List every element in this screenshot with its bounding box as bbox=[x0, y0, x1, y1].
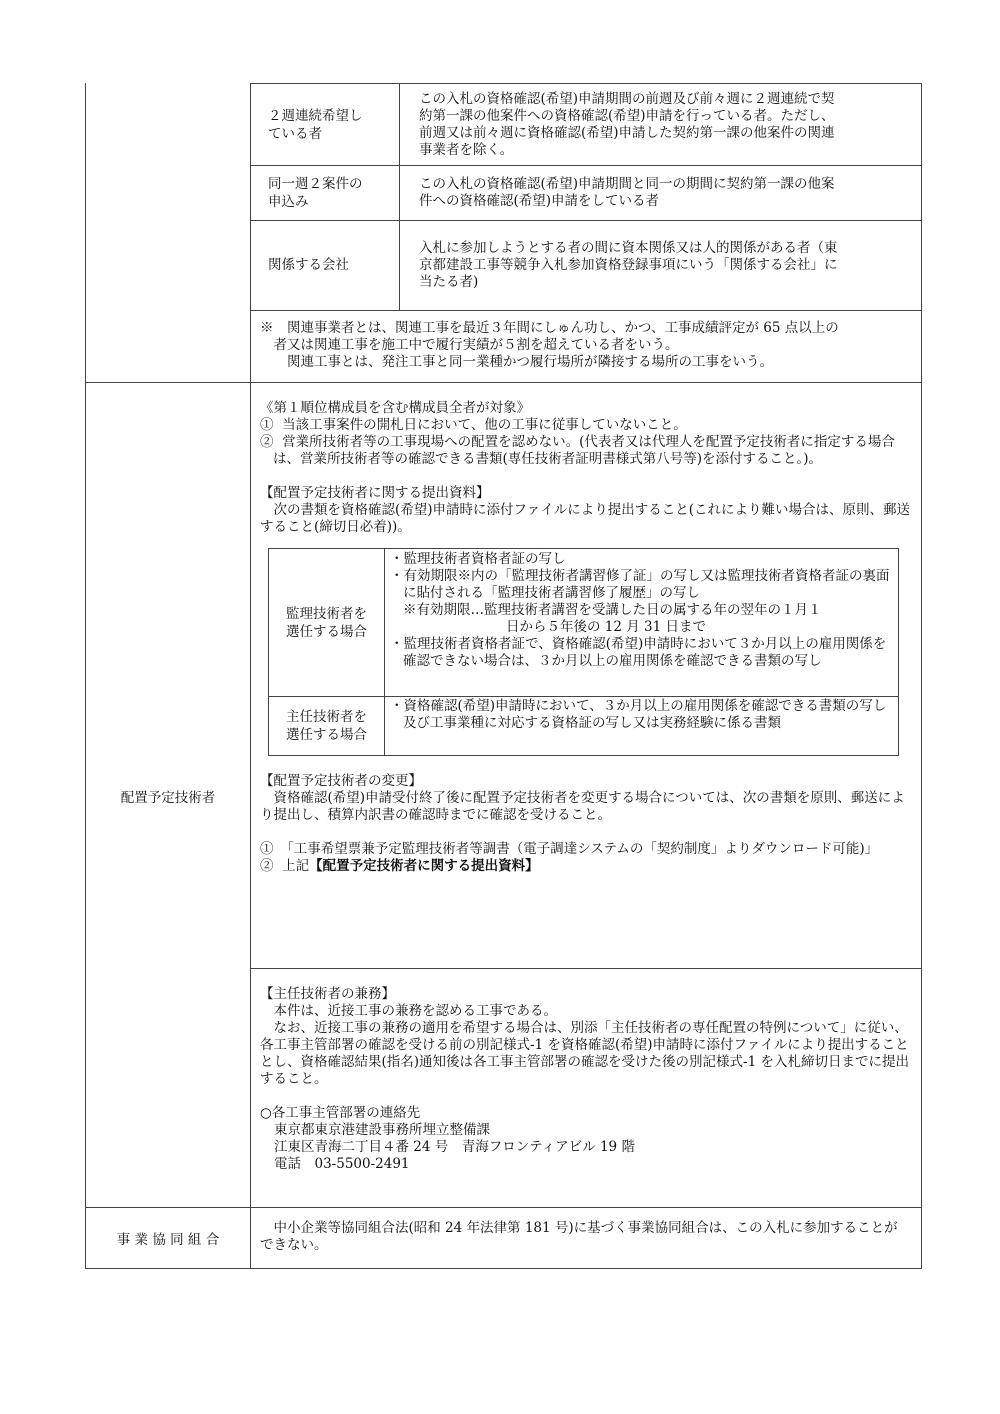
content-line: 入札に参加しようとする者の間に資本関係又は人的関係がある者（東 bbox=[419, 239, 838, 256]
row-content-related-company bbox=[399, 220, 922, 311]
inner-item-note: ※有効期限…監理技術者講習を受講した日の属する年の翌年の１月１ bbox=[403, 602, 822, 618]
requirement-item-2: ② 営業所技術者等の工事現場への配置を認めない。(代表者又は代理人を配置予定技術者に指定する場合は、営業所技術者等の確認できる書類(専任技術者証明書様式第八号等)を添付すること。)。 bbox=[260, 434, 895, 467]
inner-label-text: 主任技術者を 選任する場合 bbox=[286, 708, 367, 743]
docs-heading: 【配置予定技術者に関する提出資料】 bbox=[260, 485, 490, 501]
row-label-text: 同一週２案件の 申込み bbox=[268, 175, 363, 210]
change-item-2-prefix: ② 上記 bbox=[260, 858, 310, 874]
docs-text: 次の書類を資格確認(希望)申請時に添付ファイルにより提出すること(これにより難い場合は、原則、郵送すること(締切日必着))。 bbox=[260, 502, 911, 535]
content-line: 前週又は前々週に資格確認(希望)申請した契約第一課の他案件の関連 bbox=[419, 124, 835, 141]
section-label-cooperative bbox=[85, 1207, 251, 1269]
inner-item: ・監理技術者資格者証で、資格確認(希望)申請時において３か月以上の雇用関係を確認できない場合は、３か月以上の雇用関係を確認できる書類の写し bbox=[390, 636, 887, 669]
row-label-two-week bbox=[250, 83, 400, 166]
related-business-note bbox=[250, 310, 922, 383]
contact-line: 電話 03-5500-2491 bbox=[274, 1156, 410, 1172]
intro-text: 《第１順位構成員を含む構成員全者が対象》 bbox=[260, 400, 530, 416]
inner-label-chief bbox=[269, 696, 385, 755]
row-label-text: 関係する会社 bbox=[268, 257, 349, 273]
row-content-two-week bbox=[399, 83, 922, 166]
row-label-text: ２週連続希望し ている者 bbox=[268, 107, 363, 142]
contact-line: 東京都東京港建設事務所埋立整備課 bbox=[274, 1122, 490, 1138]
content-line: 当たる者) bbox=[419, 273, 479, 290]
inner-docs-table bbox=[268, 548, 899, 756]
cooperative-content-cell bbox=[250, 1207, 922, 1269]
technician-concurrent-cell bbox=[250, 968, 922, 1208]
concurrent-heading: 【主任技術者の兼務】 bbox=[260, 986, 395, 1002]
note-line: 者又は関連工事を施工中で履行実績が５割を超えている者をいう。 bbox=[260, 337, 679, 353]
row-label-same-week bbox=[250, 165, 400, 221]
concurrent-line: 本件は、近接工事の兼務を認める工事である。 bbox=[260, 1003, 557, 1019]
section-label-text: 事 業 協 同 組 合 bbox=[116, 1232, 220, 1248]
section1-left-cell bbox=[85, 83, 251, 383]
note-line: 関連工事とは、発注工事と同一業種かつ履行場所が隣接する場所の工事をいう。 bbox=[260, 354, 773, 370]
change-item-1: ① 「工事希望票兼予定監理技術者等調書（電子調達システムの「契約制度」よりダウンロード可能)」 bbox=[260, 841, 879, 857]
contact-heading: ○各工事主管部署の連絡先 bbox=[260, 1105, 421, 1121]
row-content-same-week bbox=[399, 165, 922, 221]
inner-label-text: 監理技術者を 選任する場合 bbox=[286, 605, 367, 640]
content-line: 約第一課の他案件への資格確認(希望)申請を行っている者。ただし、 bbox=[419, 107, 835, 124]
inner-content-chief bbox=[384, 696, 898, 755]
technician-main-cell bbox=[250, 382, 922, 969]
note-line: ※ 関連事業者とは、関連工事を最近３年間にしゅん功し、かつ、工事成績評定が 65 点以上の bbox=[260, 320, 839, 336]
inner-item: ・監理技術者資格者証の写し bbox=[390, 551, 566, 567]
row-label-related-company bbox=[250, 220, 400, 311]
change-item-2 bbox=[260, 858, 911, 875]
contact-line: 江東区青海二丁目４番 24 号 青海フロンティアビル 19 階 bbox=[274, 1139, 635, 1155]
cooperative-text: 中小企業等協同組合法(昭和 24 年法律第 181 号)に基づく事業協同組合は、この入札に参加することができない。 bbox=[260, 1220, 898, 1253]
change-text: 資格確認(希望)申請受付終了後に配置予定技術者を変更する場合については、次の書類を原則、郵送により提出し、積算内訳書の確認時までに確認を受けること。 bbox=[260, 790, 905, 823]
document-table bbox=[85, 83, 922, 1269]
requirement-item-1: ① 当該工事案件の開札日において、他の工事に従事していないこと。 bbox=[260, 417, 687, 433]
content-line: 京都建設工事等競争入札参加資格登録事項にいう「関係する会社」に bbox=[419, 256, 838, 273]
inner-item: ・有効期限※内の「監理技術者講習修了証」の写し又は監理技術者資格者証の裏面に貼付される「監理技術者講習修了履歴」の写し bbox=[390, 568, 890, 601]
section-label-technician bbox=[85, 382, 251, 1208]
content-line: 件への資格確認(希望)申請をしている者 bbox=[419, 192, 660, 209]
change-item-2-ref: 【配置予定技術者に関する提出資料】 bbox=[309, 858, 539, 874]
inner-content-supervising bbox=[384, 549, 898, 697]
concurrent-text: なお、近接工事の兼務の適用を希望する場合は、別添「主任技術者の専任配置の特例について」に従い、各工事主管部署の確認を受ける前の別記様式-1 を資格確認(希望)申請時に添付ファイルにより提出することとし、資格確認結果(指名)通知後は各工事主管部署の確認を受けた後の別記様式-1 を入札締切日までに提出すること。 bbox=[260, 1020, 909, 1087]
section-label-text: 配置予定技術者 bbox=[120, 789, 216, 806]
inner-label-supervising bbox=[269, 549, 385, 697]
content-line: この入札の資格確認(希望)申請期間と同一の期間に契約第一課の他案 bbox=[419, 175, 835, 192]
inner-item: ・資格確認(希望)申請時において、３か月以上の雇用関係を確認できる書類の写し及び工事業種に対応する資格証の写し又は実務経験に係る書類 bbox=[390, 698, 887, 731]
inner-item-note: 日から５年後の 12 月 31 日まで bbox=[506, 619, 707, 635]
content-line: 事業者を除く。 bbox=[419, 141, 514, 158]
change-heading: 【配置予定技術者の変更】 bbox=[260, 773, 422, 789]
content-line: この入札の資格確認(希望)申請期間の前週及び前々週に２週連続で契 bbox=[419, 90, 835, 107]
